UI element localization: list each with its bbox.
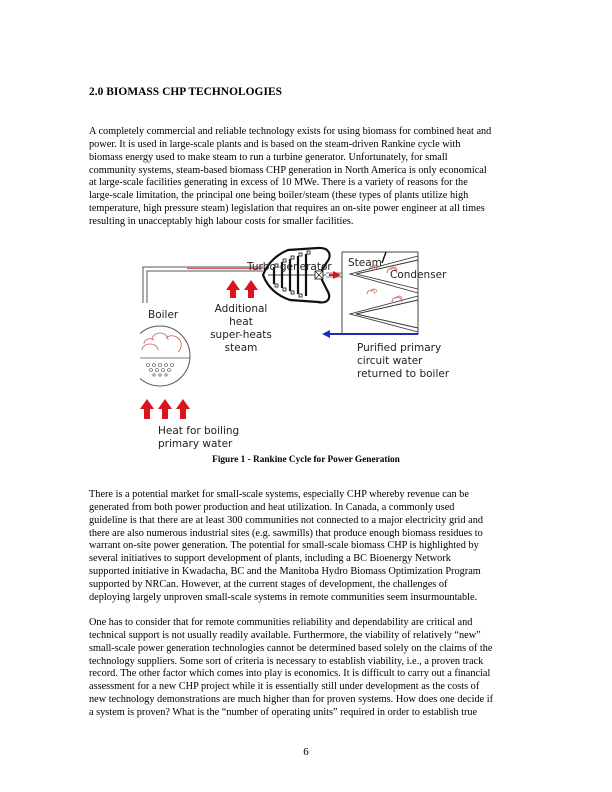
boiler-icon: [140, 326, 190, 386]
text-line: supported by NRCan. However, at the current stages of development, the challenges of: [89, 578, 448, 590]
figure-caption: Figure 1 - Rankine Cycle for Power Generation: [212, 455, 400, 465]
additional-heat-label-1: Additional: [214, 303, 268, 315]
turbo-generator-label: Turbo-generator: [247, 261, 332, 273]
text-line: at large-scale facilities generating in excess of 10 MWe. There is a variety of reasons for the: [89, 177, 468, 189]
text-line: community systems, steam-based biomass CHP generation in North America is only economical: [89, 164, 487, 176]
text-line: small-scale power generation technologies cannot be determined based solely on the claims of the: [89, 642, 493, 654]
paragraph-market: [89, 489, 533, 605]
text-line: temperature, high pressure steam) legislation that requires an on-site power engineer at all times: [89, 203, 485, 215]
text-line: warrant on-site power generation. The potential for small-scale biomass CHP is highlighted by: [89, 540, 479, 552]
heat-boiling-label-2: primary water: [158, 438, 233, 450]
text-line: guideline is that there are at least 300 communities not connected to a major electricity grid and: [89, 514, 484, 526]
boiling-heat-arrows-icon: [140, 399, 190, 419]
condenser-label: Condenser: [390, 269, 447, 281]
text-line: several initiatives to support development of plants, including a BC Bioenergy Network: [89, 553, 451, 565]
paragraph-intro: [89, 126, 533, 229]
superheat-arrows-icon: [226, 280, 258, 298]
steam-pipe: [143, 267, 263, 303]
purified-water-label-1: Purified primary: [357, 342, 442, 354]
text-line: supported initiative in Kwadacha, BC and the Manitoba Hydro Biomass Optimization Program: [89, 566, 481, 578]
text-line: generated from both power production and heat utilization. In Canada, a commonly used: [89, 501, 455, 513]
purified-water-label-3: returned to boiler: [357, 368, 450, 380]
boiler-label: Boiler: [148, 309, 179, 321]
paragraph-reliability: [89, 617, 533, 720]
text-line: power. It is used in large-scale plants and is based on the steam-driven Rankine cycle with: [89, 138, 461, 150]
rankine-cycle-diagram: [140, 244, 476, 456]
additional-heat-label-3: super-heats: [210, 329, 272, 341]
heat-boiling-label-1: Heat for boiling: [158, 425, 240, 437]
section-heading: 2.0 BIOMASS CHP TECHNOLOGIES: [89, 86, 282, 98]
text-line: large-scale limitation, the principal one being boiler/steam (these types of plants utilize high: [89, 190, 469, 202]
page-number: 6: [303, 746, 309, 758]
additional-heat-label-4: steam: [224, 342, 258, 354]
additional-heat-label-2: heat: [229, 316, 253, 328]
steam-label: Steam: [348, 257, 382, 269]
text-line: assessment for a new CHP project while it is essentially still under development as the costs of: [89, 681, 480, 693]
text-line: there are also numerous industrial sites (e.g. sawmills) that produce enough biomass residues to: [89, 527, 483, 539]
turbine-icon: [263, 248, 330, 302]
text-line: a system is proven? What is the “number of operating units” required in order to establish true: [89, 706, 478, 718]
text-line: technology suppliers. Some sort of criteria is necessary to establish viability, i.e., a proven track: [89, 655, 484, 667]
purified-water-label-2: circuit water: [357, 355, 423, 367]
text-line: record. The other factor which comes into play is economics. It is difficult to carry out a financial: [89, 668, 491, 680]
text-line: new technology demonstrations are much higher than for proven systems. How does one decide if: [89, 694, 494, 706]
text-line: technical support is not usually readily available. Furthermore, the viability of relatively “new”: [89, 629, 481, 641]
text-line: deploying largely unproven small-scale systems in remote communities seem insurmountable.: [89, 591, 478, 603]
text-line: A completely commercial and reliable technology exists for using biomass for combined heat and: [89, 126, 492, 137]
text-line: biomass energy used to make steam to run a turbine generator. Unfortunately, for small: [89, 151, 448, 163]
text-line: One has to consider that for remote communities reliability and dependability are critical and: [89, 617, 473, 628]
text-line: resulting in unacceptably high labour costs for smaller facilities.: [89, 215, 354, 227]
text-line: There is a potential market for small-scale systems, especially CHP whereby revenue can be: [89, 489, 469, 500]
